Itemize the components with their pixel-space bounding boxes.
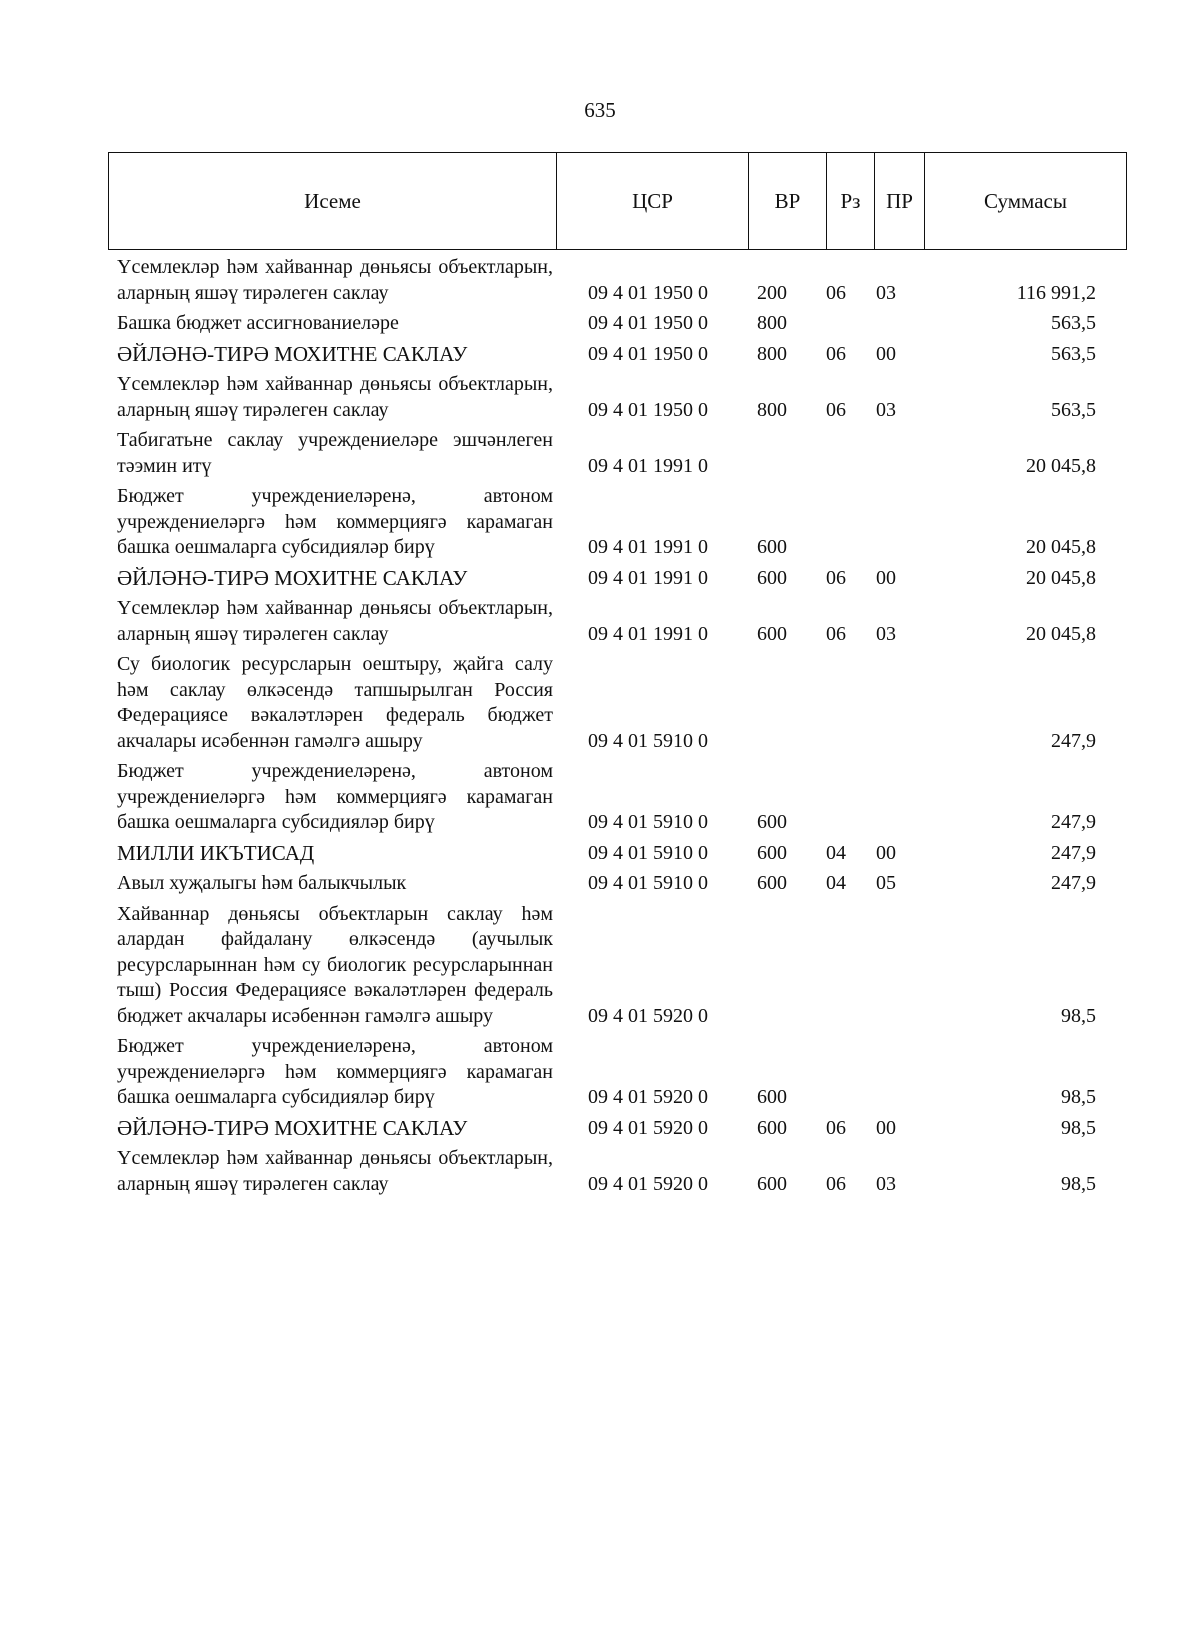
- row-sum: 116 991,2: [1016, 281, 1096, 304]
- row-rz: 06: [826, 398, 846, 421]
- row-sum: 20 045,8: [1026, 536, 1096, 558]
- row-sum: 247,9: [1051, 841, 1096, 864]
- table-row: [0, 652, 1200, 754]
- row-vr: 200: [757, 281, 787, 304]
- row-csr: 09 4 01 5910 0: [588, 811, 708, 833]
- row-csr: 09 4 01 1991 0: [588, 622, 708, 645]
- page-number: 635: [584, 98, 616, 122]
- row-vr: 600: [757, 1116, 787, 1139]
- header-name: Исеме: [109, 153, 557, 250]
- row-name: МИЛЛИ ИКЪТИСАД: [117, 840, 315, 865]
- row-rz: 06: [826, 622, 846, 645]
- row-csr: 09 4 01 1950 0: [588, 398, 708, 421]
- row-name: Бюджет учреждениеләренә, автоном учреждениеләргә һәм коммерциягә карамаган башка оешмаларга субсидияләр бирү: [117, 1035, 553, 1108]
- row-pr: 00: [876, 1116, 896, 1139]
- row-vr: 600: [757, 536, 787, 558]
- table-row: [0, 311, 1200, 337]
- row-sum: 98,5: [1061, 1172, 1096, 1195]
- row-csr: 09 4 01 1950 0: [588, 312, 708, 334]
- row-sum: 98,5: [1061, 1004, 1096, 1027]
- row-sum: 247,9: [1051, 729, 1096, 752]
- row-name: Бюджет учреждениеләренә, автоном учреждениеләргә һәм коммерциягә карамаган башка оешмаларга субсидияләр бирү: [117, 760, 553, 833]
- row-vr: 600: [757, 872, 787, 894]
- table-row: [0, 255, 1200, 306]
- row-sum: 20 045,8: [1026, 566, 1096, 589]
- row-rz: 06: [826, 566, 846, 589]
- row-sum: 98,5: [1061, 1086, 1096, 1108]
- row-pr: 00: [876, 566, 896, 589]
- row-name: Табигатьне саклау учреждениеләре эшчәнлеген тәэмин итү: [117, 429, 553, 477]
- row-csr: 09 4 01 1991 0: [588, 566, 708, 589]
- table-row: [0, 484, 1200, 561]
- row-pr: 00: [876, 342, 896, 365]
- table-row: [0, 596, 1200, 647]
- header-sum: Суммасы: [925, 153, 1127, 250]
- table-row: [0, 566, 1200, 592]
- row-csr: 09 4 01 5920 0: [588, 1172, 708, 1195]
- row-sum: 563,5: [1051, 398, 1096, 421]
- row-name: Башка бюджет ассигнованиеләре: [117, 312, 399, 334]
- row-csr: 09 4 01 5920 0: [588, 1086, 708, 1108]
- table-row: [0, 871, 1200, 897]
- row-sum: 563,5: [1051, 312, 1096, 334]
- row-name: Үсемлекләр һәм хайваннар дөньясы объектларын, аларның яшәү тирәлеген саклау: [117, 597, 553, 645]
- row-csr: 09 4 01 1950 0: [588, 342, 708, 365]
- table-row: [0, 759, 1200, 836]
- row-vr: 800: [757, 342, 787, 365]
- row-name: Хайваннар дөньясы объектларын саклау һәм алардан файдалану өлкәсендә (аучылык ресурсларыннан һәм су биологик ресурсларыннан тыш) Россия Федерациясе вәкаләтләрен федераль бюджет акчалары исәбеннән гамәлгә ашыру: [117, 902, 553, 1027]
- row-csr: 09 4 01 1950 0: [588, 281, 708, 304]
- row-pr: 05: [876, 872, 896, 894]
- row-name: Үсемлекләр һәм хайваннар дөньясы объектларын, аларның яшәү тирәлеген саклау: [117, 256, 553, 304]
- row-pr: 03: [876, 1172, 896, 1195]
- row-csr: 09 4 01 5910 0: [588, 729, 708, 752]
- row-rz: 04: [826, 872, 846, 894]
- table-row: [0, 902, 1200, 1030]
- header-csr: ЦСР: [557, 153, 749, 250]
- row-name: Авыл хуҗалыгы һәм балыкчылык: [117, 872, 407, 894]
- row-vr: 600: [757, 622, 787, 645]
- row-csr: 09 4 01 5920 0: [588, 1116, 708, 1139]
- row-vr: 800: [757, 398, 787, 421]
- header-vr: ВР: [749, 153, 827, 250]
- table-row: [0, 1034, 1200, 1111]
- row-name: Су биологик ресурсларын оештыру, җайга салу һәм саклау өлкәсендә тапшырылган Россия Федерациясе вәкаләтләрен федераль бюджет акчалары исәбеннән гамәлгә ашыру: [117, 653, 553, 752]
- table-row: [0, 428, 1200, 479]
- row-name: Бюджет учреждениеләренә, автоном учреждениеләргә һәм коммерциягә карамаган башка оешмаларга субсидияләр бирү: [117, 485, 553, 558]
- row-sum: 563,5: [1051, 342, 1096, 365]
- row-rz: 06: [826, 1172, 846, 1195]
- row-sum: 247,9: [1051, 811, 1096, 833]
- table-row: [0, 1146, 1200, 1197]
- table-row: [0, 1116, 1200, 1142]
- row-csr: 09 4 01 5910 0: [588, 872, 708, 894]
- header-rz: Рз: [827, 153, 875, 250]
- table-row: [0, 841, 1200, 867]
- row-csr: 09 4 01 5920 0: [588, 1004, 708, 1027]
- row-pr: 00: [876, 841, 896, 864]
- row-rz: 06: [826, 281, 846, 304]
- row-name: ӘЙЛӘНӘ-ТИРӘ МОХИТНЕ САКЛАУ: [117, 1115, 468, 1140]
- row-csr: 09 4 01 5910 0: [588, 841, 708, 864]
- header-pr: ПР: [875, 153, 925, 250]
- row-sum: 247,9: [1051, 872, 1096, 894]
- row-rz: 06: [826, 342, 846, 365]
- row-name: ӘЙЛӘНӘ-ТИРӘ МОХИТНЕ САКЛАУ: [117, 341, 468, 366]
- row-pr: 03: [876, 622, 896, 645]
- table-row: [0, 372, 1200, 423]
- row-pr: 03: [876, 281, 896, 304]
- row-sum: 20 045,8: [1026, 454, 1096, 477]
- row-name: Үсемлекләр һәм хайваннар дөньясы объектларын, аларның яшәү тирәлеген саклау: [117, 373, 553, 421]
- row-pr: 03: [876, 398, 896, 421]
- table-header: [108, 152, 1127, 250]
- row-name: ӘЙЛӘНӘ-ТИРӘ МОХИТНЕ САКЛАУ: [117, 565, 468, 590]
- row-sum: 20 045,8: [1026, 622, 1096, 645]
- row-rz: 06: [826, 1116, 846, 1139]
- row-csr: 09 4 01 1991 0: [588, 454, 708, 477]
- row-vr: 600: [757, 1086, 787, 1108]
- row-vr: 600: [757, 841, 787, 864]
- row-vr: 600: [757, 811, 787, 833]
- row-rz: 04: [826, 841, 846, 864]
- row-vr: 800: [757, 312, 787, 334]
- row-vr: 600: [757, 1172, 787, 1195]
- row-vr: 600: [757, 566, 787, 589]
- table-row: [0, 342, 1200, 368]
- row-csr: 09 4 01 1991 0: [588, 536, 708, 558]
- row-sum: 98,5: [1061, 1116, 1096, 1139]
- row-name: Үсемлекләр һәм хайваннар дөньясы объектларын, аларның яшәү тирәлеген саклау: [117, 1147, 553, 1195]
- table-body: [0, 255, 1200, 1202]
